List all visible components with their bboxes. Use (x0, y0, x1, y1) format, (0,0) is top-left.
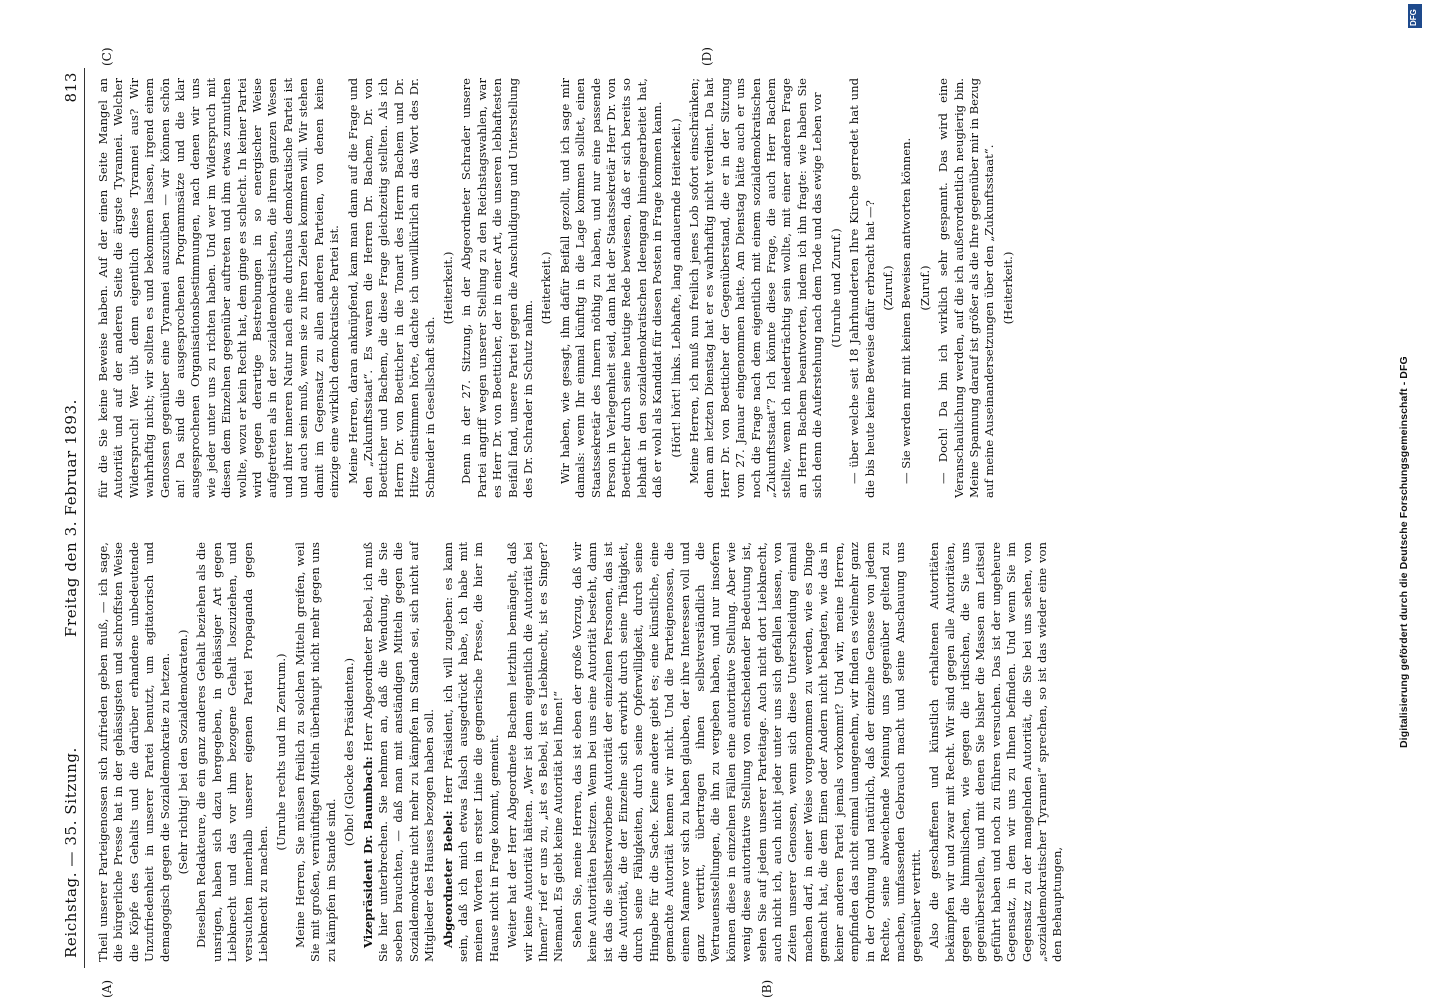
margin-marker-a: (A) (100, 979, 114, 998)
paragraph-text: Herr Präsident, ich will zugeben: es kann sein, daß ich mich etwas falsch ausgedrückt habe, ich habe mit meinen Worten in erster Linie die gegnerische Presse, die hier im Hause nicht in Frage kommt, gemeint. (440, 542, 501, 962)
paragraph-text: Denn in der 27. Sitzung, in der Abgeordneter Schrader unsere Partei angriff wegen unserer Stellung zu den Reichstagswahlen, war es Herr Dr. von Boetticher, der in einer Art, die unseren lebhaftesten Beifall fand, unsere Partei gegen die Anschuldigung und Unterstellung des Dr. Schrader in Schutz nahm. (459, 78, 535, 498)
paragraph-text: (Sehr richtig! bei den Sozialdemokraten.) (176, 629, 191, 875)
paragraph (687, 78, 826, 498)
speaker-name: Vizepräsident Dr. Baumbach: (360, 756, 375, 948)
stage-direction (669, 78, 684, 498)
paragraph (558, 78, 666, 498)
paragraph (936, 78, 998, 498)
paragraph-text: (Zuruf.) (917, 265, 932, 311)
paragraph-text: Sehen Sie, meine Herren, das ist eben der große Vorzug, daß wir keine Autoritäten besitzen. Wenn bei uns eine Autorität besteht, dann ist das die selbsterworbene Autorität der einzelnen Personen, das ist die Autorität, die der Einzelne sich erwirbt durch seine Thätigkeit, durch seine Fähigkeiten, durch seine Opferwilligkeit, durch seine Hingabe für die Sache. Keine andere giebt es; eine künstliche, eine gemachte Autorität kennen wir nicht. Und die Parteigenossen, die einem Manne vor sich zu haben glauben, der ihre Interessen voll und ganz vertritt, übertragen ihnen selbstverständlich die Vertrauensstellungen, die ihn zu vergeben haben, und nur insofern können diese in einzelnen Fällen eine autoritative Stellung. Aber wie wenig diese autoritative Stellung von entscheidender Bedeutung ist, sehen Sie auf jedem unserer Parteitage. Auch nicht dort Liebknecht, auch nicht ich, auch nicht jeder unter uns sich gefallen lassen, von Zeiten unserer Genossen, wenn sich diese Unterscheidung einmal machen darf, in einer Weise vorgenommen zu werden, wie es Dinge gemacht hat, die dem Einen oder Andern nicht behagten, wie das in keiner anderen Partei jemals vorkommt? Und wir, meine Herren, empfinden das nicht einmal unangenehm, wir finden es vielmehr ganz in der Ordnung und natürlich, daß der einzelne Genosse von jedem Rechte, seine abweichende Meinung uns gegenüber geltend zu machen, umfassenden Gebrauch macht und seine Anschauung uns gegenüber vertritt. (569, 542, 923, 962)
paragraph-text: Wir haben, wie gesagt, ihm dafür Beifall gezollt, und ich sage mir damals: wenn Ihr einmal künftig in die Lage kommen solltet, einen Staatssekretär des Innern nöthig zu haben, und nur eine passende Person in Verlegenheit seid, dann hat der Staatssekretär Herr Dr. von Boetticher durch seine heutige Rede bewiesen, daß er sich bereits so lebhaft in den sozialdemokratischen Ideengang hineingearbeitet hat, daß er wohl als Kandidat für diesen Posten in Frage kommen kann. (557, 78, 665, 498)
margin-marker-b: (B) (760, 979, 774, 998)
paragraph (293, 542, 339, 962)
margin-marker-d: (D) (700, 47, 714, 66)
stage-direction (342, 542, 357, 962)
paragraph-text: für die Sie keine Beweise haben. Auf der einen Seite Mangel an Autorität und auf der anderen Seite die ärgste Tyrannei. Welcher Widerspruch! Wer übt denn eigentlich diese Tyrannei aus? Wir wahrhaftig nicht; wir sollten es und bekommen lassen, irgend einem Genossen gegenüber eine Tyrannei auszuüben — wir können schön an! Da sind die ausgesprochenen Programmsätze und die klar ausgesprochenen Organisationsbestimmungen, nach denen wir uns wie jeder unter uns zu richten haben. Und wer im Widerspruch mit diesen dem Einzelnen gegenüber auftreten und ihm etwas zumuthen wollte, wozu er kein Recht hat, dem ginge es schlecht. In keiner Partei wird gegen derartige Bestrebungen in so energischer Weise aufgetreten als in der sozialdemokratischen, die ihrem ganzen Wesen und ihrer inneren Natur nach eine durchaus demokratische Partei ist und auch sein muß, wenn sie zu ihren Zielen kommen will. Wir stehen damit im Gegensatz zu allen anderen Parteien, von denen keine einzige eine wirklich demokratische Partei ist. (96, 78, 342, 498)
margin-marker-c: (C) (100, 47, 114, 66)
paragraph-text: Theil unserer Parteigenossen sich zufrieden geben muß, — ich sage, die bürgerliche Presse hat in der gehässigsten und schroffsten Weise die Köpfe des Gehalts und die darüber erhandene unbedeutende Unzufriedenheit in unserer Partei benutzt, um agitatorisch und demagogisch gegen die Sozialdemokratie zu hetzen. (96, 542, 172, 962)
left-column (96, 542, 1069, 962)
paragraph-text: (Heiterkeit.) (539, 251, 554, 325)
paragraph-text: — Sie werden mir mit keinen Beweisen antworten können. (899, 137, 914, 484)
paragraph (194, 542, 271, 962)
paragraph (346, 78, 438, 498)
paragraph-text: — über welche seit 18 Jahrhunderten Ihre Kirche gerredet hat und die bis heute keine Beweise dafür erbracht hat —? (847, 78, 877, 498)
paragraph (899, 78, 914, 498)
paragraph (96, 542, 173, 962)
paragraph-text: Meine Herren, daran anknüpfend, kam man dann auf die Frage und den „Zukunftsstaat“. Es waren die Herren Dr. Bachem, Dr. von Boetticher und Bachem, die diese Frage gleichzeitig stellten. Als ich Herrn Dr. von Boetticher in die Tonart des Herrn Bachem und Dr. Hitze einstimmen hörte, dachte ich unwillkürlich an das Wort des Dr. Schneider in Gesellschaft sich. (345, 78, 437, 498)
paragraph (847, 78, 878, 498)
paragraph (441, 542, 503, 962)
paragraph (927, 542, 1066, 962)
dfg-logo-text: DFG (1409, 9, 1418, 26)
paragraph-text: (Heiterkeit.) (1000, 251, 1015, 325)
stage-direction (918, 78, 933, 498)
page-number: 813 (62, 72, 80, 103)
stage-direction (274, 542, 289, 962)
stage-direction (441, 78, 456, 498)
paragraph-text: Also die geschaffenen und künstlich erhaltenen Autoritäten bekämpfen wir und zwar mit Recht. Wir sind gegen alle Autoritäten, gegen die himmlischen, wie gegen die irdischen, die Sie uns gegenüberstellen, und mit denen Sie bisher die Massen am Leitseil geführt haben und noch zu führen versuchen. Das ist der ungeheure Gegensatz, in dem wir uns zu Ihnen befinden. Und wenn Sie im Gegensatz zu der mangelnden Autorität, die Sie bei uns sehen, von „sozialdemokratischer Tyrannei“ sprechen, so ist das wieder eine von den Behauptungen, (927, 542, 1065, 962)
paragraph-text: Meine Herren, ich muß nun freilich jenes Lob sofort einschränken; denn am letzten Dienstag hat er es wahrhaftig nicht verdient. Da hat Herr Dr. von Boetticher der Gegenüberstand, die er in der Sitzung vom 27. Januar eingenommen hatte. Am Dienstag hätte auch er uns noch die Frage nach dem eigentlich mit einem sozialdemokratischen „Zukunftsstaat“? Ich könnte diese Frage, die auch Herr Bachem stellte, wenn ich niederträchtig sein wollte, mit einer anderen Frage an Herrn Bachem beantworten, indem ich ihn fragte: wie haben Sie sich denn die Auferstehung nach dem Tode und das ewige Leben vor (687, 78, 825, 498)
running-header (60, 68, 85, 968)
right-column (96, 78, 1019, 498)
rotated-page-content (60, 47, 1410, 998)
funding-note (1398, 8, 1418, 748)
paragraph-text: (Unruhe rechts und im Zentrum.) (274, 653, 289, 851)
paragraph-text: (Zuruf.) (880, 265, 895, 311)
speaker-name: Abgeordneter Bebel: (440, 810, 455, 948)
paragraph-text: Dieselben Redakteure, die ein ganz anderes Gehalt beziehen als die unsrigen, haben sich dazu hergegeben, in gehässiger Art gegen Liebknecht und das vor ihm bezogene Gehalt loszuziehen, und versuchten innerhalb unserer eigenen Partei Propaganda gegen Liebknecht zu machen. (194, 542, 271, 962)
paragraph-text: Weiter hat der Herr Abgeordnete Bachem letzthin bemängelt, daß wir keine Autorität hätten. „Wer ist denn eigentlich die Autorität bei Ihnen?“ rief er uns zu, „ist es Bebel, ist es Liebknecht, ist es Singer? Niemand. Es giebt keine Autorität bei Ihnen!“ (505, 542, 566, 962)
paragraph-text: Herr Abgeordneter Bebel, ich muß Sie hier unterbrechen. Sie nehmen an, daß die Wendung, die Sie soeben brauchten, — daß man mit anständigen Mitteln gegen die Sozialdemokratie nicht mehr zu kämpfen im Stande sei, sich nicht auf Mitglieder des Hauses bezogen haben soll. (360, 541, 437, 962)
paragraph (361, 542, 438, 962)
paragraph-text: — Doch! Da bin ich wirklich sehr gespannt. Das wird eine Veranschaulichung werden, auf die ich außerordentlich neugierig bin. Meine Spannung darauf ist größer als die Ihre gegenüber mir in Bezug auf meine Auseinandersetzungen über den „Zukunftsstaat“. (936, 78, 997, 498)
paragraph (459, 78, 536, 498)
header-left: Reichstag. — 35. Sitzung. (62, 747, 80, 958)
stage-direction (829, 78, 844, 498)
paragraph-text: (Oho! (Glocke des Präsidenten.) (342, 657, 357, 847)
stage-direction (1001, 78, 1016, 498)
stage-direction (539, 78, 554, 498)
paragraph-text: (Hört! hört! links. Lebhafte, lang andauernde Heiterkeit.) (668, 118, 683, 458)
paragraph-text: Meine Herren, Sie müssen freilich zu solchen Mitteln greifen, weil Sie mit großen, vernünftigen Mitteln überhaupt nicht mehr gegen uns zu kämpfen im Stande sind. (292, 542, 338, 962)
header-date: Freitag den 3. Februar 1893. (62, 398, 80, 638)
paragraph (96, 78, 343, 498)
paragraph (505, 542, 567, 962)
stage-direction (881, 78, 896, 498)
stage-direction (176, 542, 191, 962)
paragraph-text: (Heiterkeit.) (440, 251, 455, 325)
funding-note-text: Digitalisierung gefördert durch die Deutsche Forschungsgemeinschaft - DFG (1398, 356, 1410, 748)
dfg-logo (1408, 4, 1422, 28)
paragraph (570, 542, 924, 962)
paragraph-text: (Unruhe und Zuruf.) (828, 228, 843, 348)
